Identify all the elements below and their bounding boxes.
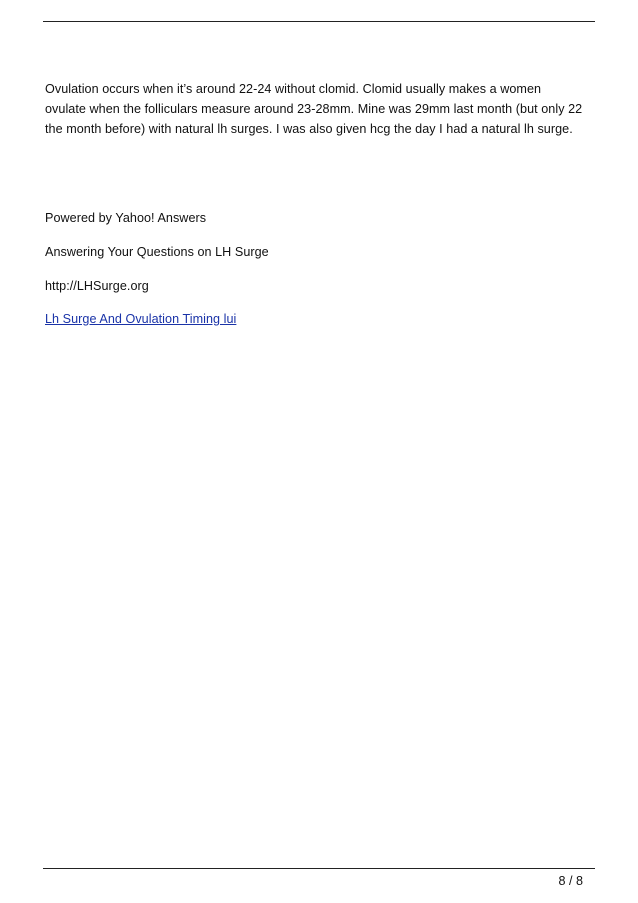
answer-paragraph: [45, 79, 595, 139]
page-number: 8 / 8: [558, 874, 583, 888]
article-link[interactable]: Lh Surge And Ovulation Timing lui: [45, 312, 237, 326]
footer-rule: [43, 868, 595, 869]
paragraph-line: ovulate when the folliculars measure around 23-28mm. Mine was 29mm last month (but only 22: [45, 102, 583, 116]
site-url-text: http://LHSurge.org: [45, 279, 149, 293]
powered-by-text: Powered by Yahoo! Answers: [45, 211, 207, 225]
header-rule: [43, 21, 595, 22]
subtitle-text: Answering Your Questions on LH Surge: [45, 245, 269, 259]
paragraph-line: Ovulation occurs when it’s around 22-24 without clomid. Clomid usually makes a women: [45, 82, 542, 96]
paragraph-line: the month before) with natural lh surges. I was also given hcg the day I had a natural lh surge.: [45, 122, 573, 136]
